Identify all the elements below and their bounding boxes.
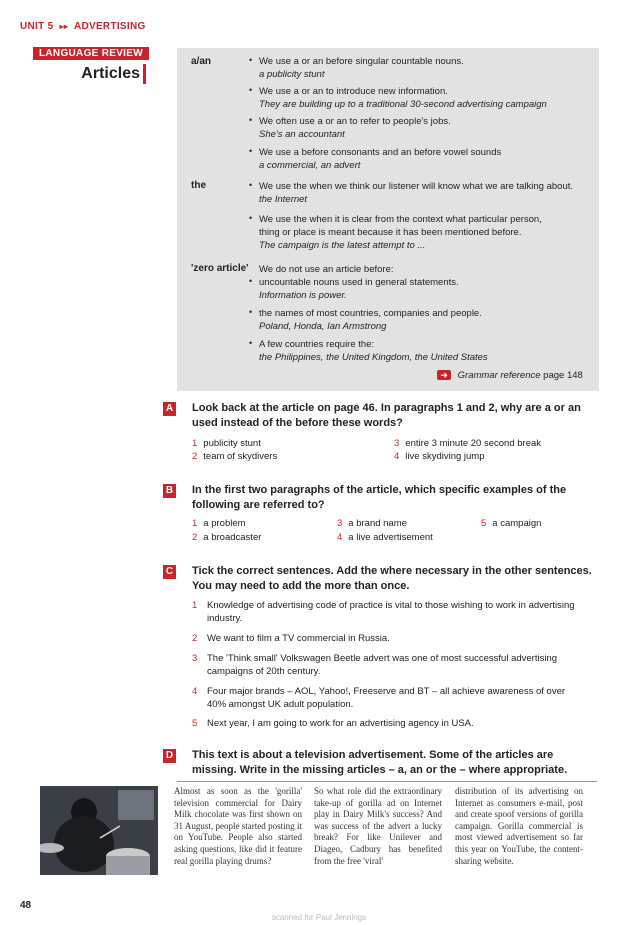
rule-text: We do not use an article before: <box>259 264 394 275</box>
rule-text: We use a or an to introduce new information. <box>259 86 448 97</box>
question-line: Look back at the article on page 46. In paragraphs 1 and 2, why are a or an <box>192 402 581 414</box>
grammar-box <box>177 48 599 391</box>
bullet: • <box>249 338 253 348</box>
grammar-reference-page: page 148 <box>543 370 583 381</box>
example-text: a publicity stunt <box>259 69 325 80</box>
section-a-label: A <box>163 402 176 416</box>
bullet: • <box>249 146 253 156</box>
example-text: a commercial, an advert <box>259 160 361 171</box>
aan-label: a/an <box>191 56 212 67</box>
bullet: • <box>249 276 253 286</box>
list-item: 2 team of skydivers <box>192 451 278 462</box>
section-d-question <box>192 748 592 778</box>
arrow-right-icon: ➜ <box>437 370 451 380</box>
list-item: 2 We want to film a TV commercial in Russia. <box>192 633 390 644</box>
gorilla-photo <box>40 786 158 875</box>
question-line: missing. Write in the missing articles – a, an or the – where appropriate. <box>192 764 568 776</box>
list-item: 4 a live advertisement <box>337 532 433 543</box>
section-title: Articles <box>81 65 140 82</box>
question-line: You may need to add the more than once. <box>192 580 410 592</box>
rule-text: We often use a or an to refer to people's jobs. <box>259 116 451 127</box>
title-accent-bar <box>143 64 146 84</box>
topic-label: ADVERTISING <box>73 21 146 32</box>
divider <box>177 781 597 782</box>
question-line: In the first two paragraphs of the article, which specific examples of the <box>192 484 567 496</box>
section-c-label: C <box>163 565 176 579</box>
example-text: Poland, Honda, Ian Armstrong <box>259 321 387 332</box>
bullet: • <box>249 307 253 317</box>
arrows-icon: ▸▸ <box>59 22 69 31</box>
example-text: Information is power. <box>259 290 347 301</box>
list-item: 4 Four major brands – AOL, Yahoo!, Freeserve and BT – all achieve awareness of over 40% amongst UK adult population. <box>192 686 566 710</box>
rule-text: We use the when it is clear from the context what particular person, <box>259 214 542 225</box>
example-text: the Internet <box>259 194 308 205</box>
bullet: • <box>249 85 253 95</box>
bullet: • <box>249 180 253 190</box>
section-b-label: B <box>163 484 176 498</box>
zero-article-label: 'zero article' <box>191 263 249 274</box>
rule-text: the names of most countries, companies and people. <box>259 308 482 319</box>
bullet: • <box>249 115 253 125</box>
rule-text: uncountable nouns used in general statements. <box>259 277 459 288</box>
example-text: She's an accountant <box>259 129 345 140</box>
section-d-label: D <box>163 749 176 763</box>
article-column-1: Almost as soon as the 'gorilla' television commercial for Dairy Milk chocolate was first shown on 31 August, people started posting it on YouTube. People also started asking questions, like did it feature real gorilla playing drums? <box>174 786 302 866</box>
grammar-reference-link[interactable] <box>437 370 583 381</box>
question-line: following are referred to? <box>192 499 325 511</box>
section-b-question <box>192 483 592 513</box>
list-item: 1 a problem <box>192 518 246 529</box>
example-text: They are building up to a traditional 30-second advertising campaign <box>259 99 547 110</box>
language-review-tag: LANGUAGE REVIEW <box>33 47 149 60</box>
list-item: 2 a broadcaster <box>192 532 262 543</box>
list-item: 5 Next year, I am going to work for an advertising agency in USA. <box>192 718 474 729</box>
page-number: 48 <box>20 900 32 911</box>
rule-text: We use the when we think our listener will know what we are talking about. <box>259 181 574 192</box>
article-column-3: distribution of its advertising on Internet as consumers e-mail, post and create spoof versions of gorilla campaign. Gorilla commercial is most viewed advertisement so far this year on YouTube, the content-sharing website. <box>455 786 583 866</box>
section-a-question <box>192 401 592 431</box>
list-item: 5 a campaign <box>481 518 542 529</box>
list-item: 3 The 'Think small' Volkswagen Beetle advert was one of most successful advertising campaigns of 20th century. <box>192 653 558 677</box>
grammar-reference-text: Grammar reference <box>457 370 541 381</box>
rule-text: We use a before consonants and an before vowel sounds <box>259 147 502 158</box>
unit-label: UNIT 5 <box>20 21 54 32</box>
list-item: 1 Knowledge of advertising code of practice is vital to those wishing to work in advertising industry. <box>192 600 575 624</box>
question-line: This text is about a television advertisement. Some of the articles are <box>192 749 554 761</box>
example-text: the Philippines, the United Kingdom, the United States <box>259 352 488 363</box>
example-text: The campaign is the latest attempt to ... <box>259 240 426 251</box>
section-c-question <box>192 564 592 594</box>
bullet: • <box>249 213 253 223</box>
article-column-2: So what role did the extraordinary take-up of gorilla ad on Internet play in Dairy Milk's success? And was success of the advert a lucky break? For like Unilever and Diageo, Cadbury has benefited from the free 'viral' <box>314 786 442 866</box>
the-label: the <box>191 180 206 191</box>
gorilla-drummer-image <box>40 786 158 875</box>
bullet: • <box>249 55 253 65</box>
rule-text: A few countries require the: <box>259 339 375 350</box>
unit-header <box>20 21 146 32</box>
question-line: used instead of the before these words? <box>192 417 403 429</box>
list-item: 3 entire 3 minute 20 second break <box>394 438 542 449</box>
scan-note: scanned for Paul Jennings <box>271 913 367 922</box>
list-item: 4 live skydiving jump <box>394 451 485 462</box>
rule-text: We use a or an before singular countable nouns. <box>259 56 464 67</box>
rule-text: thing or place is meant because it has been mentioned before. <box>259 227 522 238</box>
list-item: 3 a brand name <box>337 518 407 529</box>
question-line: Tick the correct sentences. Add the where necessary in the other sentences. <box>192 565 592 577</box>
list-item: 1 publicity stunt <box>192 438 261 449</box>
